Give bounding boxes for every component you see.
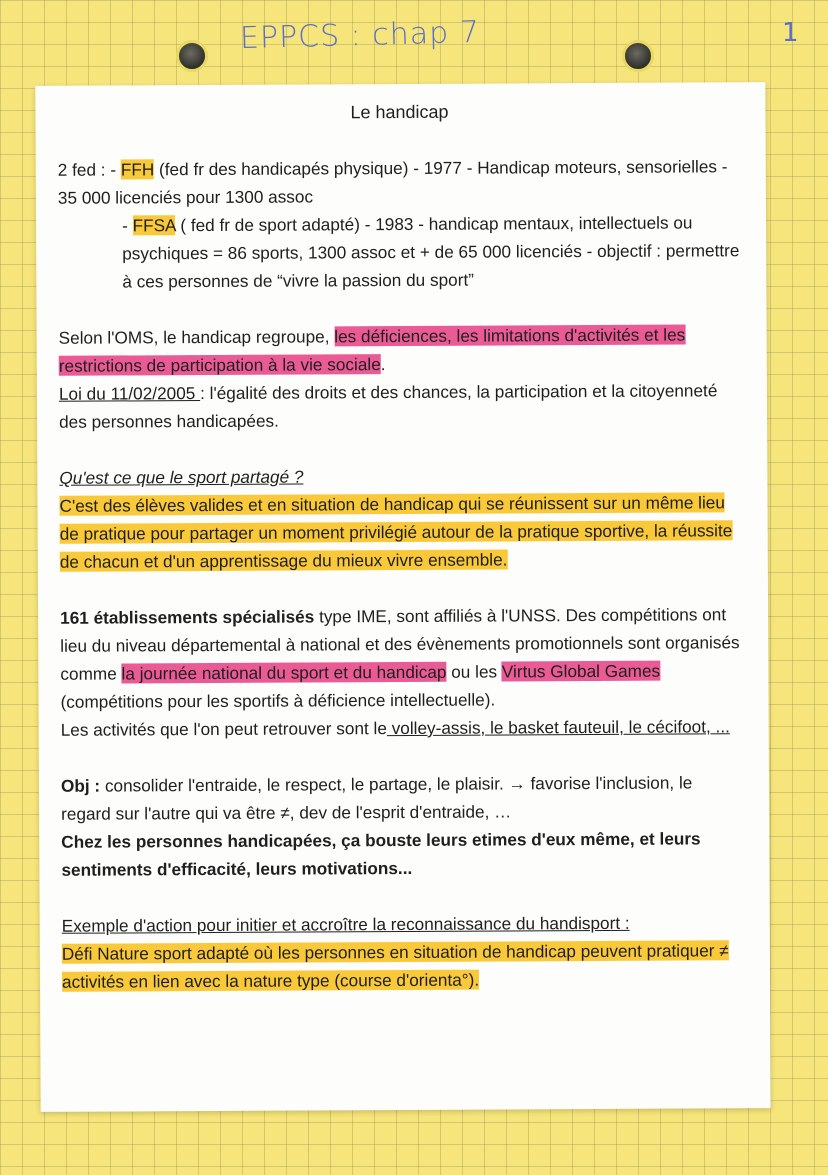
answer-paragraph bbox=[59, 488, 743, 576]
federations-paragraph-2 bbox=[58, 208, 742, 296]
establishments-paragraph bbox=[60, 600, 745, 716]
text: (compétitions pour les sportifs à déficience intellectuelle). bbox=[60, 689, 496, 712]
text: ou les bbox=[446, 661, 502, 682]
binder-hole-right bbox=[622, 40, 654, 72]
oms-paragraph bbox=[59, 320, 743, 380]
text: : l'égalité des droits et des chances, la participation et la citoyenneté des personnes handicapées. bbox=[59, 380, 718, 432]
question-heading: Qu'est ce que le sport partagé ? bbox=[59, 466, 304, 488]
objectives-paragraph bbox=[61, 768, 745, 828]
example-paragraph bbox=[62, 936, 746, 996]
ffh-highlight: FFH bbox=[120, 159, 155, 180]
law-paragraph bbox=[59, 376, 743, 436]
activities-list: volley-assis, le basket fauteuil, le cécifoot, ... bbox=[386, 716, 730, 739]
text: ( fed fr de sport adapté) - 1983 - handicap mentaux, intellectuels ou psychiques = 86 sports, 1300 assoc et + de 65 000 licenciés - objectif : permettre à ces personnes de “vivre la passion du sport” bbox=[122, 212, 740, 292]
text: 2 fed : - bbox=[57, 159, 121, 180]
text: consolider l'entraide, le respect, le partage, le plaisir. → favorise l'inclusion, le regard sur l'autre qui va être ≠, dev de l'esprit d'entraide, … bbox=[61, 772, 693, 824]
printed-sheet bbox=[35, 82, 770, 1112]
page-number: 1 bbox=[782, 18, 799, 48]
text: (fed fr des handicapés physique) - 1977 - Handicap moteurs, sensorielles - 35 000 licenciés pour 1300 assoc bbox=[57, 156, 728, 208]
law-label: Loi du 11/02/2005 bbox=[58, 383, 201, 404]
event-highlight-2: Virtus Global Games bbox=[501, 660, 661, 682]
text: type IME, sont affiliés à l'UNSS. Des compétitions ont lieu du niveau départemental à national et des évènements promotionnels sont organisés comme bbox=[60, 604, 740, 684]
binder-hole-left bbox=[176, 40, 208, 72]
example-highlight: Défi Nature sport adapté où les personnes en situation de handicap peuvent pratiquer ≠ activités en lien avec la nature type (course d'orienta°). bbox=[61, 940, 729, 992]
example-heading: Exemple d'action pour initier et accroître la reconnaissance du handisport : bbox=[61, 912, 630, 936]
oms-highlight: les déficiences, les limitations d'activités et les restrictions de participation à la vie sociale bbox=[58, 324, 686, 376]
ffsa-highlight: FFSA bbox=[132, 215, 176, 236]
event-highlight-1: la journée national du sport et du handicap bbox=[121, 661, 447, 684]
handwritten-title: EPPCS : chap 7 bbox=[239, 14, 481, 57]
objectives-bold: Chez les personnes handicapées, ça bouste leurs etimes d'eux même, et leurs sentiments d'efficacité, leurs motivations... bbox=[61, 828, 701, 880]
obj-label: Obj : bbox=[60, 775, 101, 796]
answer-highlight: C'est des élèves valides et en situation de handicap qui se réunissent sur un même lieu de pratique pour partager un moment privilégié autour de la pratique sportive, la réussite de chacun et d'un apprentissage du mieux vivre ensemble. bbox=[59, 492, 733, 572]
text: Les activités que l'on peut retrouver sont le bbox=[60, 718, 387, 740]
text: Selon l'OMS, le handicap regroupe, bbox=[58, 326, 335, 348]
document-title: Le handicap bbox=[350, 101, 449, 123]
bold-count: 161 établissements spécialisés bbox=[60, 606, 315, 628]
federations-paragraph-1 bbox=[58, 152, 742, 212]
activities-paragraph bbox=[61, 712, 745, 744]
text: - bbox=[121, 215, 133, 236]
text: . bbox=[380, 354, 386, 375]
